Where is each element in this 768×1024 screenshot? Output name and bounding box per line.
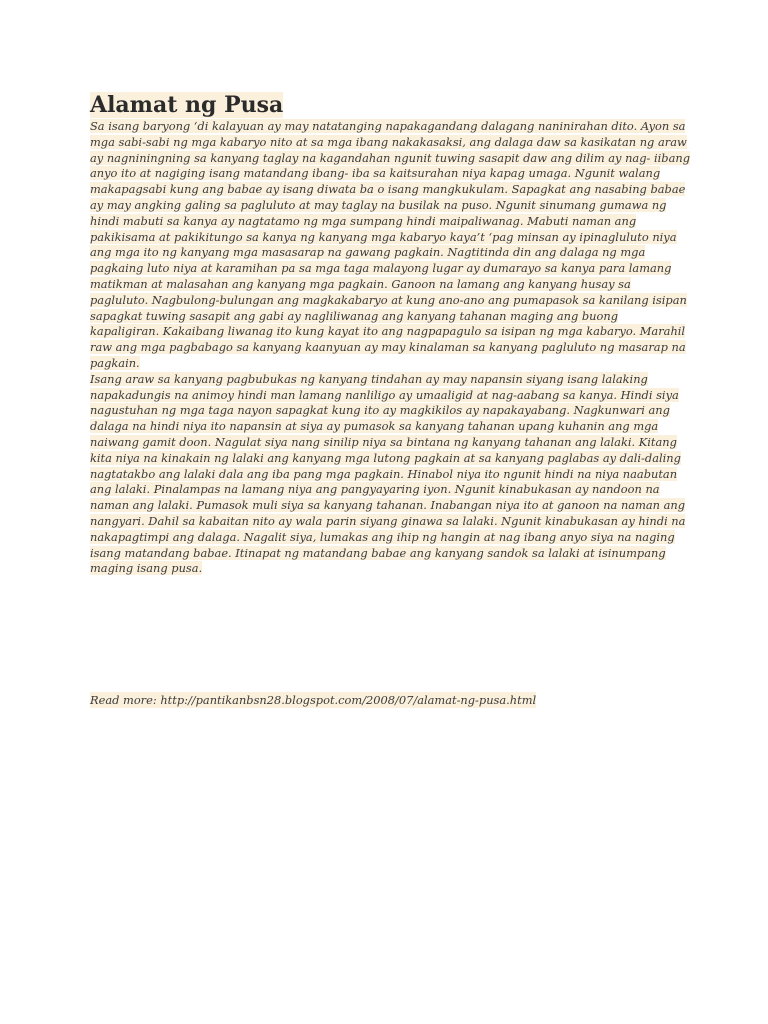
read-more-link[interactable]: http://pantikanbsn28.blogspot.com/2008/07/alamat-ng-pusa.html (160, 693, 537, 707)
paragraph-1 (90, 119, 690, 372)
paragraph-1-text: Sa isang baryong ‘di kalayuan ay may natatanging napakagandang dalagang naninirahan dito. Ayon sa mga sabi-sabi ng mga kabaryo nito at sa mga ibang nakakasaksi, ang dalaga daw sa kasikatan ng araw ay nagniningning sa kanyang taglay na kagandahan ngunit tuwing sasapit daw ang dilim ay nag- iibang anyo ito at nagiging isang matandang ibang- iba sa kaitsurahan niya kapag umaga. Ngunit walang makapagsabi kung ang babae ay isang diwata ba o isang mangkukulam. Sapagkat ang nasabing babae ay may angking galing sa pagluluto at may taglay na busilak na puso. Ngunit sinumang gumawa ng hindi mabuti sa kanya ay nagtatamo ng mga sumpang hindi maipaliwanag. Mabuti naman ang pakikisama at pakikitungo sa kanya ng kanyang mga kabaryo kaya’t ‘pag minsan ay ipinagluluto niya ang mga ito ng kanyang mga masasarap na gawang pagkain. Nagtitinda din ang dalaga ng mga pagkaing luto niya at karamihan pa sa mga taga malayong lugar ay dumarayo sa kanya para lamang matikman at malasahan ang kanyang mga pagkain. Ganoon na lamang ang kanyang husay sa pagluluto. Nagbulong-bulungan ang magkakabaryo at kung ano-ano ang pumapasok sa kanilang isipan sapagkat tuwing sasapit ang gabi ay nagliliwanag ang kanyang tahanan maging ang buong kapaligiran. Kakaibang liwanag ito kung kayat ito ang nagpapagulo sa isipan ng mga kabaryo. Marahil raw ang mga pagbabago sa kanyang kaanyuan ay may kinalaman sa kanyang pagluluto ng masarap na pagkain. (90, 119, 690, 370)
paragraph-2-text: Isang araw sa kanyang pagbubukas ng kanyang tindahan ay may napansin siyang isang lalaking napakadungis na animoy hindi man lamang nanliligo ay umaaligid at nag-aabang sa kanya. Hindi siya nagustuhan ng mga taga nayon sapagkat kung ito ay magkikilos ay napakayabang. Nagkunwari ang dalaga na hindi niya ito napansin at siya ay pumasok sa kanyang tahanan upang kuhanin ang mga naiwang gamit doon. Nagulat siya nang sinilip niya sa bintana ng kanyang tahanan ang lalaki. Kitang kita niya na kinakain ng lalaki ang kanyang mga lutong pagkain at sa kanyang paglabas ay dali-daling nagtatakbo ang lalaki dala ang iba pang mga pagkain. Hinabol niya ito ngunit hindi na niya naabutan ang lalaki. Pinalampas na lamang niya ang pangyayaring iyon. Ngunit kinabukasan ay nandoon na naman ang lalaki. Pumasok muli siya sa kanyang tahanan. Inabangan niya ito at ganoon na naman ang nangyari. Dahil sa kabaitan nito ay wala parin siyang ginawa sa lalaki. Ngunit kinabukasan ay hindi na nakapagtimpi ang dalaga. Nagalit siya, lumakas ang ihip ng hangin at nag ibang anyo siya na naging isang matandang babae. Itinapat ng matandang babae ang kanyang sandok sa lalaki at isinumpang maging isang pusa. (90, 371, 686, 576)
paragraph-2 (90, 372, 690, 577)
read-more-line (90, 692, 536, 708)
title-block (90, 92, 690, 118)
article-title: Alamat ng Pusa (90, 92, 284, 118)
read-more-label: Read more: (90, 693, 161, 707)
article (90, 92, 690, 577)
